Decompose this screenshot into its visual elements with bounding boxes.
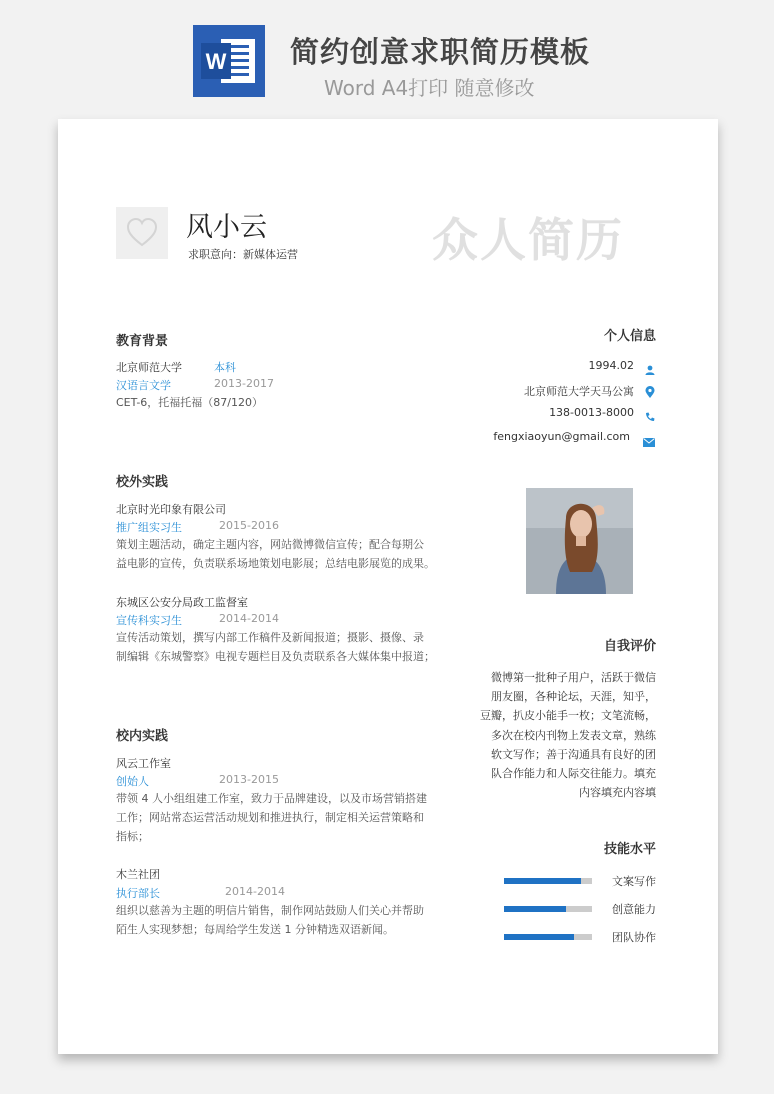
candidate-name: 风小云 bbox=[186, 212, 267, 243]
self-eval-line: 队合作能力和人际交往能力。填充 bbox=[491, 767, 656, 781]
word-logo-letter: W bbox=[205, 49, 227, 74]
education-title: 教育背景 bbox=[116, 334, 169, 349]
phone-icon bbox=[645, 407, 655, 417]
banner-title: 简约创意求职简历模板 bbox=[290, 35, 591, 69]
campus-role-2: 执行部长 bbox=[116, 887, 160, 900]
outside-desc-2-line-1: 宣传活动策划，撰写内部工作稿件及新闻报道；摄影、摄像、录 bbox=[116, 631, 424, 644]
self-eval-line: 朋友圈，各种论坛，天涯，知乎， bbox=[491, 690, 656, 704]
personal-birth: 1994.02 bbox=[588, 359, 634, 372]
word-logo-icon bbox=[193, 25, 265, 97]
campus-practice-title: 校内实践 bbox=[116, 729, 169, 744]
skill-bar-fill bbox=[504, 906, 566, 912]
brand-watermark: 众人简历 bbox=[432, 213, 624, 267]
outside-desc-2-line-2: 制编辑《东城警察》电视专题栏目及负责联系各大媒体集中报道； bbox=[116, 650, 435, 663]
outside-desc-1-line-1: 策划主题活动，确定主题内容，网站微博微信宣传；配合每期公 bbox=[116, 538, 424, 551]
personal-address: 北京师范大学天马公寓 bbox=[524, 385, 634, 398]
campus-desc-1-line-2: 工作；网站常态运营活动规划和推进执行，制定相关运营策略和 bbox=[116, 811, 424, 824]
self-eval-line: 多次在校内刊物上发表文章，熟练 bbox=[491, 728, 656, 742]
campus-role-1: 创始人 bbox=[116, 775, 149, 788]
outside-role-1: 推广组实习生 bbox=[116, 521, 182, 534]
outside-desc-1-line-2: 益电影的宣传，负责联系场地策划电影展；总结电影展览的成果。 bbox=[116, 557, 435, 570]
heart-icon bbox=[116, 207, 168, 259]
education-school: 北京师范大学 bbox=[116, 361, 182, 374]
banner-subtitle: Word A4打印 随意修改 bbox=[324, 76, 535, 100]
mail-icon bbox=[643, 432, 655, 442]
education-degree: 本科 bbox=[214, 361, 236, 374]
skills-title: 技能水平 bbox=[603, 842, 656, 857]
campus-period-2: 2014-2014 bbox=[225, 885, 285, 898]
skill-bar-fill bbox=[504, 878, 581, 884]
skill-bar-fill bbox=[504, 934, 574, 940]
self-eval-line: 软文写作；善于沟通具有良好的团 bbox=[491, 747, 656, 761]
self-eval-line: 微博第一批种子用户，活跃于微信 bbox=[491, 671, 656, 684]
person-icon bbox=[645, 360, 655, 370]
self-eval-line: 豆瓣，扒皮小能手一枚；文笔流畅， bbox=[480, 709, 656, 723]
skill-label-teamwork: 团队协作 bbox=[612, 931, 656, 944]
skill-label-creativity: 创意能力 bbox=[612, 903, 656, 916]
campus-org-1: 风云工作室 bbox=[116, 757, 171, 770]
self-eval-body bbox=[470, 668, 656, 802]
education-period: 2013-2017 bbox=[214, 377, 274, 390]
personal-info-title: 个人信息 bbox=[603, 329, 656, 344]
education-major: 汉语言文学 bbox=[116, 379, 171, 392]
skill-label-copywriting: 文案写作 bbox=[612, 875, 656, 888]
outside-period-1: 2015-2016 bbox=[219, 519, 279, 532]
outside-period-2: 2014-2014 bbox=[219, 612, 279, 625]
campus-org-2: 木兰社团 bbox=[116, 868, 160, 881]
skill-bar-teamwork bbox=[504, 934, 592, 940]
campus-desc-2-line-2: 陌生人实现梦想；每周给学生发送 1 分钟精选双语新闻。 bbox=[116, 923, 394, 936]
profile-photo bbox=[526, 488, 633, 594]
avatar bbox=[116, 207, 168, 259]
campus-period-1: 2013-2015 bbox=[219, 773, 279, 786]
location-pin-icon bbox=[645, 383, 655, 395]
skill-bar-creativity bbox=[504, 906, 592, 912]
education-extra: CET-6，托福托福（87/120） bbox=[116, 396, 264, 409]
outside-org-1: 北京时光印象有限公司 bbox=[116, 503, 226, 516]
personal-email: fengxiaoyun@gmail.com bbox=[493, 430, 630, 443]
job-intent: 求职意向：新媒体运营 bbox=[188, 248, 298, 261]
skill-bar-copywriting bbox=[504, 878, 592, 884]
campus-desc-1-line-3: 指标； bbox=[116, 830, 149, 843]
outside-role-2: 宣传科实习生 bbox=[116, 614, 182, 627]
campus-desc-2-line-1: 组织以慈善为主题的明信片销售，制作网站鼓励人们关心并帮助 bbox=[116, 904, 424, 917]
self-eval-line: 内容填充内容填 bbox=[579, 786, 656, 800]
personal-phone: 138-0013-8000 bbox=[549, 406, 634, 419]
self-eval-title: 自我评价 bbox=[603, 639, 656, 654]
outside-practice-title: 校外实践 bbox=[116, 475, 169, 490]
outside-org-2: 东城区公安分局政工监督室 bbox=[116, 596, 248, 609]
campus-desc-1-line-1: 带领 4 人小组组建工作室，致力于品牌建设，以及市场营销搭建 bbox=[116, 792, 427, 805]
